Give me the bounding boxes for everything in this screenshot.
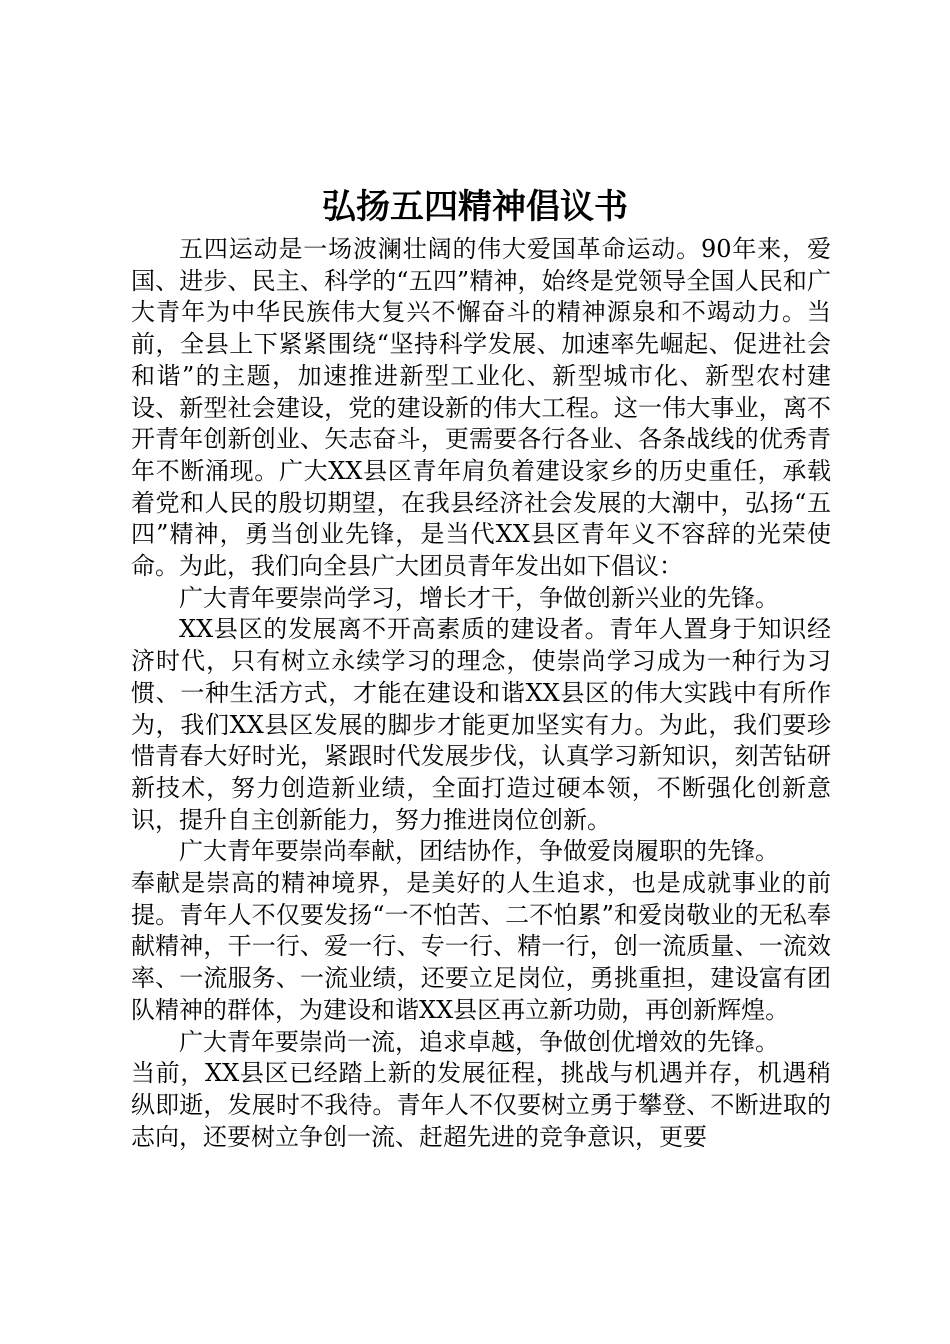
document-body [131,234,831,1153]
paragraph-proposal-3-heading: 广大青年要崇尚一流，追求卓越，争做创优增效的先锋。 [179,1027,779,1056]
paragraph-intro: 五四运动是一场波澜壮阔的伟大爱国革命运动。90年来，爱国、进步、民主、科学的“五四”精神，始终是党领导全国人民和广大青年为中华民族伟大复兴不懈奋斗的精神源泉和不竭动力。当前，全县上下紧紧围绕“坚持科学发展、加速率先崛起、促进社会和谐”的主题，加速推进新型工业化、新型城市化、新型农村建设、新型社会建设，党的建设新的伟大工程。这一伟大事业，离不开青年创新创业、矢志奋斗，更需要各行各业、各条战线的优秀青年不断涌现。广大XX县区青年肩负着建设家乡的历史重任，承载着党和人民的殷切期望，在我县经济社会发展的大潮中，弘扬“五四”精神，勇当创业先锋，是当代XX县区青年义不容辞的光荣使命。为此，我们向全县广大团员青年发出如下倡议： [131,235,831,581]
paragraph-proposal-2-body: 奉献是崇高的精神境界，是美好的人生追求，也是成就事业的前提。青年人不仅要发扬“一不怕苦、二不怕累”和爱岗敬业的无私奉献精神，干一行、爱一行、专一行、精一行，创一流质量、一流效率、一流服务、一流业绩，还要立足岗位，勇挑重担，建设富有团队精神的群体，为建设和谐XX县区再立新功勋，再创新辉煌。 [131,869,831,1024]
paragraph-proposal-1-body: XX县区的发展离不开高素质的建设者。青年人置身于知识经济时代，只有树立永续学习的理念，使崇尚学习成为一种行为习惯、一种生活方式，才能在建设和谐XX县区的伟大实践中有所作为，我们XX县区发展的脚步才能更加坚实有力。为此，我们要珍惜青春大好时光，紧跟时代发展步伐，认真学习新知识，刻苦钻研新技术，努力创造新业绩，全面打造过硬本领，不断强化创新意识，提升自主创新能力，努力推进岗位创新。 [131,615,831,834]
paragraph-proposal-2-heading: 广大青年要崇尚奉献，团结协作，争做爱岗履职的先锋。 [179,837,779,866]
paragraph-proposal-3-body: 当前，XX县区已经踏上新的发展征程，挑战与机遇并存，机遇稍纵即逝，发展时不我待。青年人不仅要树立勇于攀登、不断进取的志向，还要树立争创一流、赶超先进的竞争意识，更要 [131,1059,831,1151]
paragraph-proposal-1-heading: 广大青年要崇尚学习，增长才干，争做创新兴业的先锋。 [179,583,779,612]
document-title: 弘扬五四精神倡议书 [322,187,628,227]
